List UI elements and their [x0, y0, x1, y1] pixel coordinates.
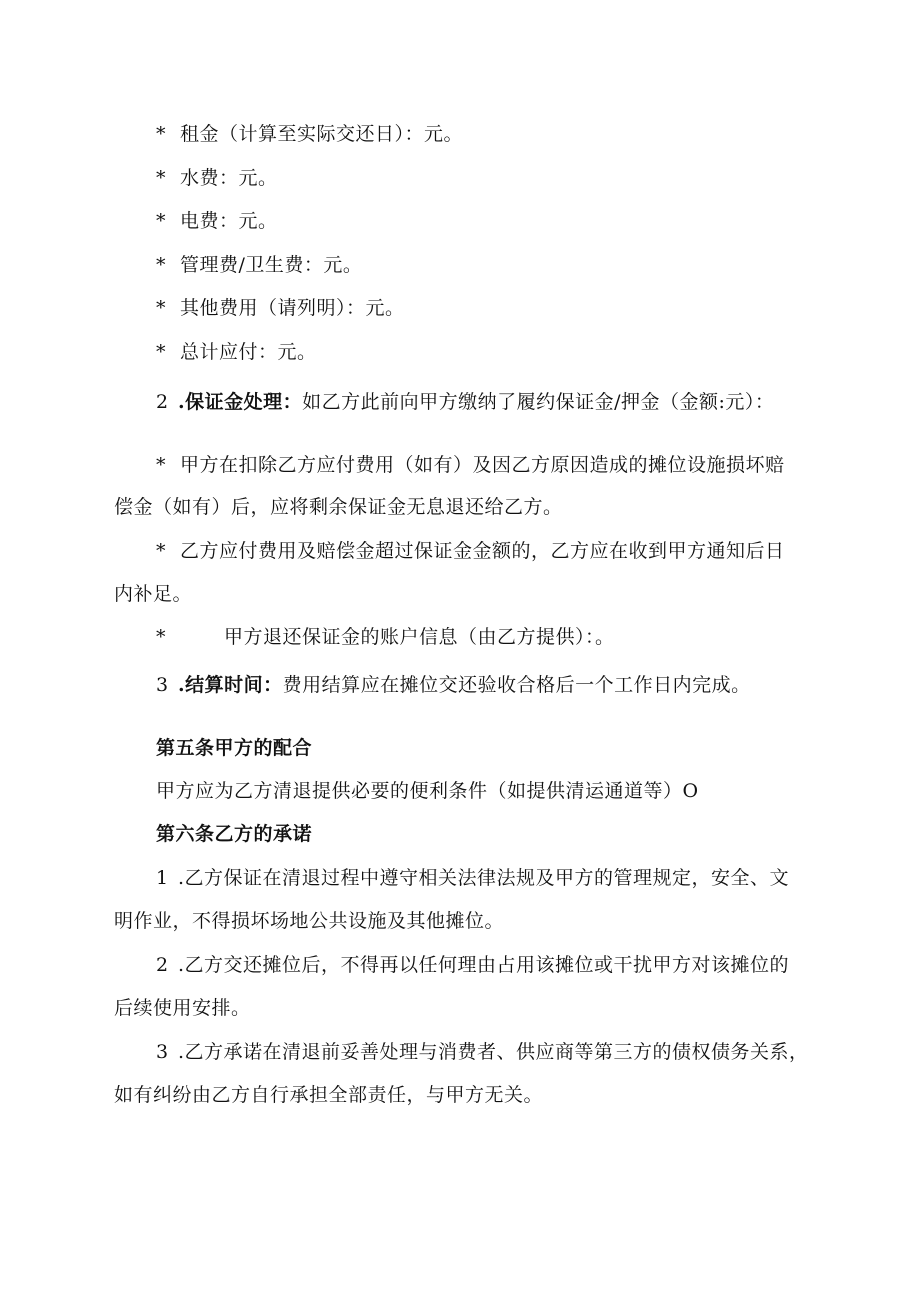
article-6-clause-2-line2: 后续使用安排。	[114, 997, 251, 1019]
bullet-star: *	[156, 167, 166, 189]
fee-item-other	[156, 296, 405, 320]
fee-text: 管理费/卫生费：元。	[180, 254, 363, 276]
fee-text: 水费：元。	[180, 167, 278, 189]
deposit-shortfall-line2	[114, 582, 192, 606]
article-5-text: 甲方应为乙方清退提供必要的便利条件（如提供清运通道等）O	[156, 780, 699, 802]
fee-item-electricity	[156, 209, 278, 233]
paragraph-text: 甲方在扣除乙方应付费用（如有）及因乙方原因造成的摊位设施损坏赔	[180, 454, 785, 476]
paragraph-text: 偿金（如有）后，应将剩余保证金无息退还给乙方。	[114, 496, 563, 518]
fee-text: 电费：元。	[180, 210, 278, 232]
clause-number: 1	[156, 867, 169, 889]
article-6-clause-1-line1	[156, 866, 789, 890]
fee-text: 其他费用（请列明）：元。	[180, 297, 405, 319]
bullet-star: *	[156, 123, 166, 145]
article-6-clause-1-line2: 明作业，不得损坏场地公共设施及其他摊位。	[114, 910, 505, 932]
deposit-shortfall-line1	[156, 539, 785, 563]
clause-number: 2	[156, 954, 169, 976]
paragraph-text: 甲方退还保证金的账户信息（由乙方提供）：。	[224, 626, 615, 648]
article-6-clause-3-line2: 如有纠纷由乙方自行承担全部责任，与甲方无关。	[114, 1084, 544, 1106]
deposit-account-info	[156, 625, 615, 649]
bullet-star: *	[156, 540, 166, 562]
clause-number: 2	[156, 391, 169, 413]
clause-settlement-time	[156, 673, 751, 697]
article-6-clause-2-line1	[156, 953, 789, 977]
fee-item-rent	[156, 122, 463, 146]
clause-text: .乙方承诺在清退前妥善处理与消费者、供应商等第三方的债权债务关系，	[178, 1041, 809, 1063]
bullet-star: *	[156, 454, 166, 476]
bullet-star: *	[156, 297, 166, 319]
clause-text: .乙方保证在清退过程中遵守相关法律法规及甲方的管理规定，安全、文	[178, 867, 790, 889]
clause-text: 如乙方此前向甲方缴纳了履约保证金/押金（金额:元）：	[302, 391, 775, 413]
paragraph-text: 内补足。	[114, 583, 193, 605]
fee-text: 租金（计算至实际交还日）：元。	[180, 123, 464, 145]
bullet-star: *	[156, 341, 166, 363]
article-6-clause-3-line1	[156, 1040, 809, 1064]
fee-item-water	[156, 166, 278, 190]
fee-item-total	[156, 340, 317, 364]
clause-number: 3	[156, 674, 169, 696]
fee-text: 总计应付：元。	[180, 341, 317, 363]
bullet-star: *	[156, 254, 166, 276]
clause-number: 3	[156, 1041, 169, 1063]
clause-deposit-handling	[156, 390, 774, 414]
clause-label: .结算时间：	[178, 674, 283, 696]
deposit-refund-line1	[156, 453, 785, 477]
article-6-heading: 第六条乙方的承诺	[156, 823, 313, 845]
fee-item-management	[156, 253, 362, 277]
paragraph-text: 乙方应付费用及赔偿金超过保证金金额的，乙方应在收到甲方通知后日	[180, 540, 785, 562]
bullet-star: *	[156, 210, 166, 232]
clause-label: .保证金处理：	[178, 391, 303, 413]
deposit-refund-line2	[114, 495, 563, 519]
clause-text: 费用结算应在摊位交还验收合格后一个工作日内完成。	[282, 674, 751, 696]
clause-text: .乙方交还摊位后，不得再以任何理由占用该摊位或干扰甲方对该摊位的	[178, 954, 790, 976]
article-5-heading: 第五条甲方的配合	[156, 737, 313, 759]
bullet-star: *	[156, 626, 166, 648]
